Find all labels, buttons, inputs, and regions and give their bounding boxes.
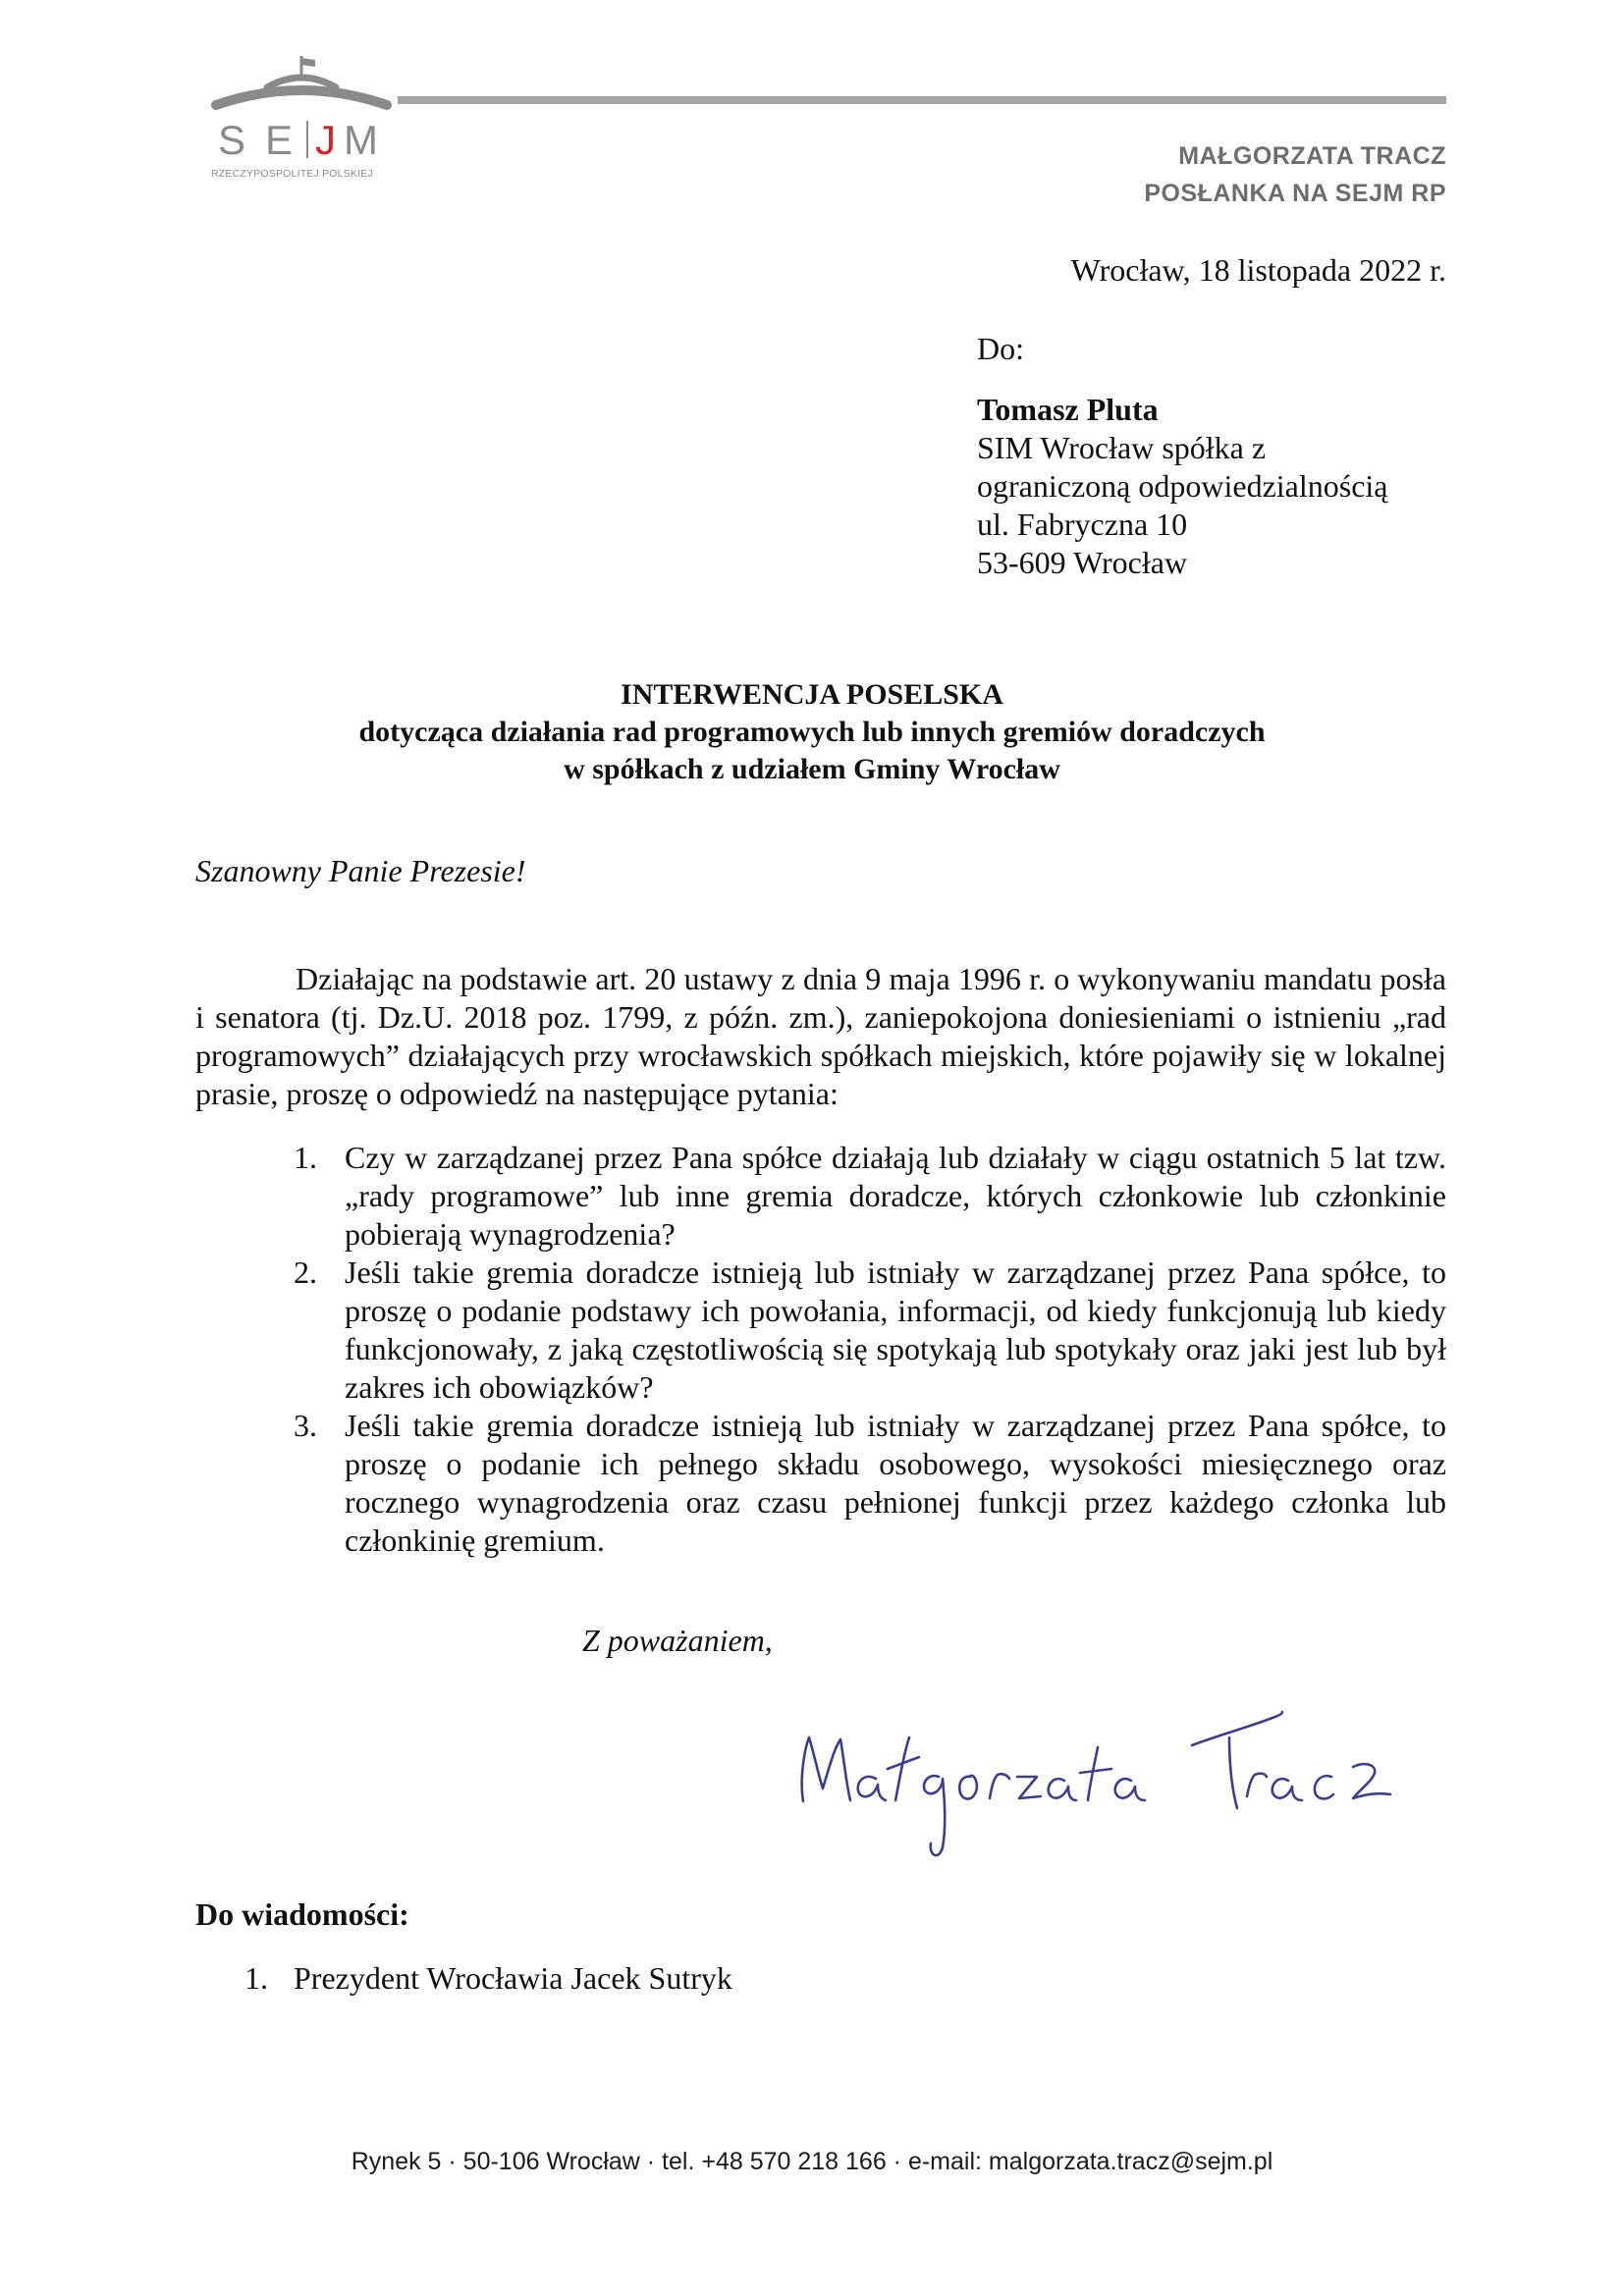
- cc-heading: Do wiadomości:: [195, 1896, 409, 1932]
- footer-contact: Rynek 5 · 50-106 Wrocław · tel. +48 570 218 166 · e-mail: malgorzata.tracz@sejm.pl: [351, 2148, 1273, 2175]
- sejm-logo-graphic: [206, 54, 398, 164]
- letter-title: INTERWENCJA POSELSKA: [621, 678, 1003, 711]
- handwritten-signature: [785, 1679, 1434, 1895]
- recipient-line: ograniczoną odpowiedzialnością: [977, 468, 1388, 504]
- sejm-logo: [206, 54, 398, 191]
- recipient-name: Tomasz Pluta: [977, 392, 1159, 427]
- body-paragraph: Działając na podstawie art. 20 ustawy z dnia 9 maja 1996 r. o wykonywaniu mandatu posła i senatora (tj. Dz.U. 2018 poz. 1799, z późn. zm.), zaniepokojona doniesieniami o istnieniu „rad programowych” działających przy wrocławskich spółkach miejskich, które pojawiły się w lokalnej prasie, proszę o odpowiedź na następujące pytania:: [195, 961, 1446, 1111]
- author-block: [1144, 137, 1446, 212]
- question-item: [195, 1254, 1446, 1407]
- author-title: POSŁANKA NA SEJM RP: [1144, 180, 1446, 207]
- question-text: Jeśli takie gremia doradcze istnieją lub istniały w zarządzanej przez Pana spółce, to proszę o podanie ich pełnego składu osobowego, wysokości miesięcznego oraz rocznego wynagrodzenia oraz czasu pełnionej funkcji przez każdego członka lub członkinię gremium.: [345, 1408, 1446, 1558]
- closing: Z poważaniem,: [582, 1623, 773, 1658]
- header-rule: [398, 96, 1446, 104]
- to-label: Do:: [977, 331, 1024, 366]
- recipient-line: 53-609 Wrocław: [977, 545, 1188, 580]
- recipient-block: [977, 391, 1388, 582]
- recipient-line: SIM Wrocław spółka z: [977, 430, 1267, 465]
- question-number: 2.: [294, 1255, 317, 1290]
- cc-item-number: 1.: [244, 1960, 268, 1996]
- question-item: [195, 1139, 1446, 1254]
- logo-letter-j: J: [315, 117, 336, 163]
- letter-title-block: [177, 676, 1447, 788]
- cc-list: [195, 1958, 732, 1998]
- question-number: 3.: [294, 1408, 317, 1443]
- letter-subtitle-line: dotycząca działania rad programowych lub innych gremiów doradczych: [358, 716, 1266, 748]
- questions-list: [195, 1139, 1446, 1560]
- logo-letter-m: M: [344, 117, 378, 163]
- question-item: [195, 1407, 1446, 1560]
- logo-letter-s: S: [218, 117, 246, 163]
- question-text: Jeśli takie gremia doradcze istnieją lub istniały w zarządzanej przez Pana spółce, to proszę o podanie podstawy ich powołania, informacji, od kiedy funkcjonują lub kiedy funkcjonowały, z jaką częstotliwością się spotykają lub spotykały oraz jaki jest lub był zakres ich obowiązków?: [345, 1255, 1446, 1405]
- logo-subtitle: RZECZYPOSPOLITEJ POLSKIEJ: [211, 168, 373, 180]
- cc-item-text: Prezydent Wrocławia Jacek Sutryk: [294, 1960, 732, 1996]
- question-number: 1.: [294, 1140, 317, 1175]
- letter-date: Wrocław, 18 listopada 2022 r.: [1070, 252, 1446, 288]
- signature-graphic: [785, 1679, 1434, 1895]
- logo-letter-e: E: [265, 117, 294, 163]
- salutation: Szanowny Panie Prezesie!: [195, 853, 526, 888]
- question-text: Czy w zarządzanej przez Pana spółce działają lub działały w ciągu ostatnich 5 lat tzw. „rady programowe” lub inne gremia doradcze, których członkowie lub członkinie pobierają wynagrodzenia?: [345, 1140, 1446, 1252]
- cc-item: [195, 1958, 732, 1998]
- recipient-line: ul. Fabryczna 10: [977, 507, 1188, 542]
- author-name: MAŁGORZATA TRACZ: [1178, 142, 1446, 170]
- letter-subtitle-line: w spółkach z udziałem Gminy Wrocław: [564, 753, 1060, 785]
